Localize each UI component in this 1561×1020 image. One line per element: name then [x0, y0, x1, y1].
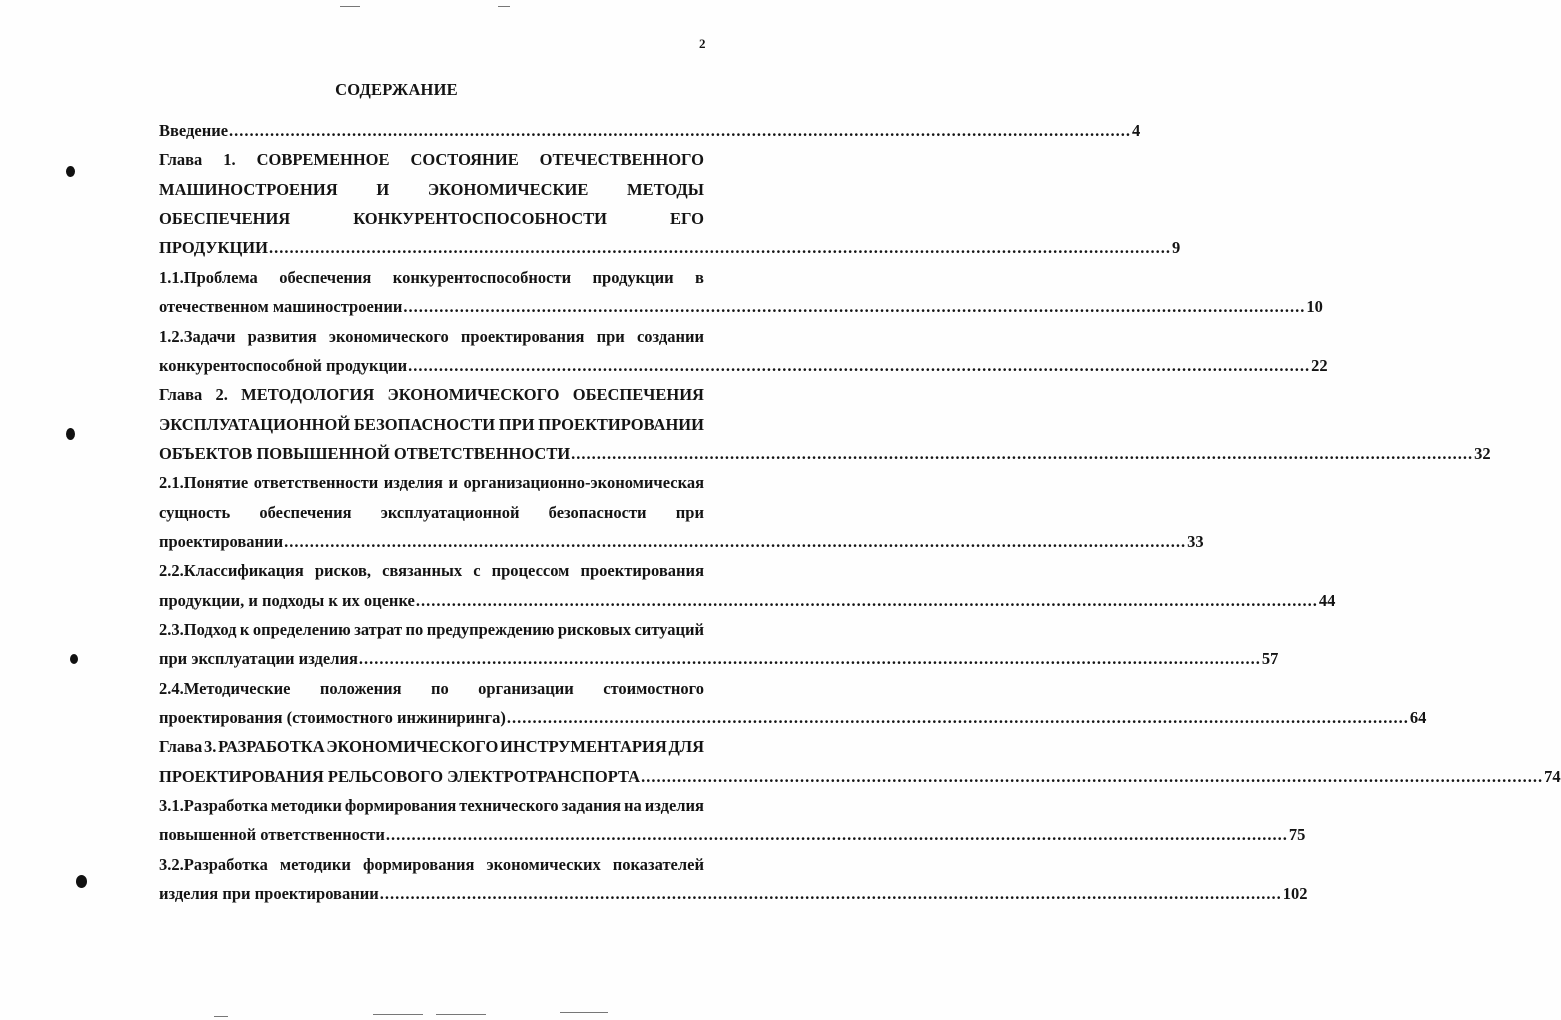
toc-word: организации	[478, 678, 574, 698]
toc-page-number: 44	[1318, 590, 1336, 610]
toc-word: ЭКСПЛУАТАЦИОННОЙ	[159, 414, 351, 434]
toc-line	[159, 620, 704, 640]
toc-page-number: 9	[1171, 238, 1181, 258]
toc-line	[159, 531, 1204, 552]
toc-line	[159, 385, 704, 405]
toc-entry-text: продукции, и подходы к их оценке	[159, 590, 415, 610]
scan-rule-bottom	[436, 1014, 486, 1015]
toc-entry-text: ОБЪЕКТОВ ПОВЫШЕННОЙ ОТВЕТСТВЕННОСТИ	[159, 443, 571, 463]
toc-line	[159, 297, 1323, 317]
toc-word: СОВРЕМЕННОЕ	[256, 150, 390, 170]
page-number: 2	[699, 36, 706, 51]
scan-rule-bottom	[560, 1012, 608, 1013]
toc-line	[159, 473, 704, 493]
scan-rule-top	[498, 6, 510, 7]
toc-page-number: 32	[1474, 443, 1491, 463]
toc-dot-leader: ................................................................................................................................................................................	[385, 825, 1288, 845]
toc-word: ПРОЕКТИРОВАНИИ	[538, 414, 704, 434]
toc-word: Глава	[159, 385, 203, 405]
toc-word: ПРИ	[498, 414, 535, 434]
toc-line	[159, 590, 1336, 611]
toc-word: экономического	[328, 326, 449, 346]
toc-word: ЭКОНОМИЧЕСКОГО	[387, 385, 560, 405]
toc-word: развития	[247, 326, 317, 346]
toc-word: 1.	[223, 150, 236, 170]
toc-word: рисков,	[314, 561, 372, 581]
toc-word: И	[376, 179, 390, 199]
punch-hole-mark	[70, 654, 78, 664]
toc-line	[159, 679, 704, 699]
toc-word: изделия	[644, 796, 704, 816]
toc-line	[159, 443, 1491, 464]
toc-dot-leader: ................................................................................................................................................................................	[641, 766, 1544, 786]
toc-word: КОНКУРЕНТОСПОСОБНОСТИ	[353, 209, 608, 229]
toc-word: технического	[459, 796, 559, 816]
toc-line	[159, 180, 704, 200]
toc-word: ЭКОНОМИЧЕСКОГО	[326, 737, 499, 757]
toc-word: при	[675, 502, 704, 522]
toc-page-number: 22	[1311, 355, 1328, 375]
toc-word: связанных	[382, 561, 463, 581]
toc-word: РАЗРАБОТКА	[218, 737, 325, 757]
toc-word: на	[624, 796, 642, 816]
toc-word: с	[473, 561, 481, 581]
toc-word: обеспечения	[279, 267, 372, 287]
toc-dot-leader: ................................................................................................................................................................................	[571, 443, 1474, 463]
toc-word: к	[239, 620, 250, 639]
toc-word: в	[695, 267, 704, 287]
toc-entry-text: проектировании	[159, 531, 284, 551]
toc-word: 2.1.Понятие	[159, 473, 249, 493]
toc-word: рисковых	[557, 620, 631, 639]
toc-page-number: 64	[1409, 708, 1427, 727]
toc-word: 2.2.Классификация	[159, 561, 304, 581]
toc-word: ИНСТРУМЕНТАРИЯ	[500, 737, 667, 757]
toc-entry-text: отечественном машиностроении	[159, 297, 403, 317]
toc-title: СОДЕРЖАНИЕ	[335, 80, 458, 99]
toc-word: методики	[279, 854, 351, 874]
toc-word: БЕЗОПАСНОСТИ	[353, 414, 496, 434]
toc-word: эксплуатационной	[380, 502, 520, 522]
toc-page-number: 4	[1132, 121, 1141, 140]
toc-page-number: 10	[1306, 297, 1323, 317]
toc-line	[159, 649, 1279, 669]
toc-line	[159, 884, 1308, 904]
toc-line	[159, 121, 1141, 141]
toc-word: организационно-экономическая	[463, 473, 704, 493]
toc-word: при	[596, 326, 625, 346]
scan-rule-top	[340, 6, 360, 7]
toc-line	[159, 825, 1306, 845]
toc-line	[159, 268, 704, 288]
toc-word: предупреждению	[426, 620, 555, 639]
toc-word: ЕГО	[670, 209, 704, 229]
toc-line	[159, 796, 704, 816]
toc-dot-leader: ................................................................................................................................................................................	[358, 649, 1261, 669]
toc-word: МАШИНОСТРОЕНИЯ	[159, 179, 338, 199]
toc-word: сущность	[159, 502, 231, 522]
toc-page-number: 74	[1544, 766, 1561, 786]
toc-page-number: 57	[1261, 649, 1279, 669]
toc-word: Глава	[159, 737, 203, 757]
toc-word: СОСТОЯНИЕ	[410, 150, 519, 170]
toc-line	[159, 355, 1328, 376]
toc-line	[159, 855, 704, 875]
toc-word: ЭКОНОМИЧЕСКИЕ	[427, 179, 589, 199]
toc-word: МЕТОДОЛОГИЯ	[241, 385, 375, 405]
toc-dot-leader: ................................................................................................................................................................................	[415, 590, 1318, 610]
scan-rule-bottom	[373, 1014, 423, 1015]
toc-word: создании	[636, 326, 704, 346]
toc-entry-text: Введение	[159, 121, 229, 140]
toc-entry-text: ПРОДУКЦИИ	[159, 238, 268, 258]
toc-word: 1.2.Задачи	[159, 326, 236, 346]
toc-word: положения	[319, 678, 402, 698]
toc-line	[159, 503, 704, 523]
toc-word: ОТЕЧЕСТВЕННОГО	[539, 150, 704, 170]
toc-word: 2.	[215, 385, 228, 405]
toc-line	[159, 209, 704, 229]
toc-entry-text: конкурентоспособной продукции	[159, 355, 408, 375]
toc-word: показателей	[612, 854, 704, 874]
toc-word: МЕТОДЫ	[627, 179, 704, 199]
toc-word: обеспечения	[259, 502, 352, 522]
toc-word: экономических	[486, 854, 601, 874]
toc-word: определению	[252, 620, 351, 639]
punch-hole-mark	[66, 166, 75, 177]
toc-line	[159, 561, 704, 581]
toc-line	[159, 238, 1181, 258]
toc-word: 2.4.Методические	[159, 678, 291, 698]
toc-dot-leader: ................................................................................................................................................................................	[268, 238, 1171, 258]
toc-dot-leader: ................................................................................................................................................................................	[379, 884, 1282, 904]
toc-line	[159, 150, 704, 170]
toc-page-number: 75	[1288, 825, 1306, 845]
toc-page-number: 102	[1282, 884, 1308, 904]
toc-word: 1.1.Проблема	[159, 267, 258, 287]
toc-word: проектирования	[460, 326, 585, 346]
toc-entry-text: проектирования (стоимостного инжиниринга)	[159, 708, 506, 727]
toc-word: 3.1.Разработка	[159, 796, 268, 816]
toc-entry-text: изделия при проектировании	[159, 884, 379, 904]
toc-dot-leader: ................................................................................................................................................................................	[408, 355, 1311, 375]
toc-dot-leader: ................................................................................................................................................................................	[506, 708, 1409, 727]
toc-entry-text: повышенной ответственности	[159, 825, 385, 845]
toc-line	[159, 415, 704, 435]
punch-hole-mark	[66, 428, 75, 440]
toc-word: ответственности	[253, 473, 379, 493]
toc-word: ОБЕСПЕЧЕНИЯ	[572, 385, 704, 405]
toc-word: 3.2.Разработка	[159, 854, 268, 874]
toc-word: проектирования	[580, 561, 704, 581]
toc-word: формирования	[344, 796, 457, 816]
toc-word: по	[430, 678, 449, 698]
toc-word: Глава	[159, 150, 203, 170]
toc-word: формирования	[362, 854, 475, 874]
toc-word: и	[448, 473, 458, 493]
toc-word: 2.3.Подход	[159, 620, 237, 639]
toc-entry-text: при эксплуатации изделия	[159, 649, 358, 669]
toc-line	[159, 327, 704, 347]
toc-dot-leader: ................................................................................................................................................................................	[284, 531, 1187, 551]
toc-word: продукции	[592, 267, 674, 287]
toc-word: методики	[270, 796, 342, 816]
toc-entry-text: ПРОЕКТИРОВАНИЯ РЕЛЬСОВОГО ЭЛЕКТРОТРАНСПОРТА	[159, 766, 641, 786]
toc-word: ДЛЯ	[668, 737, 704, 757]
toc-word: изделия	[383, 473, 443, 493]
toc-word: ситуаций	[634, 620, 704, 639]
toc-page-number: 33	[1187, 531, 1204, 551]
toc-word: ОБЕСПЕЧЕНИЯ	[159, 209, 291, 229]
toc-word: конкурентоспособности	[392, 267, 572, 287]
toc-word: затрат	[354, 620, 403, 639]
toc-word: стоимостного	[603, 678, 704, 698]
toc-dot-leader: ................................................................................................................................................................................	[229, 121, 1132, 140]
toc-word: процессом	[491, 561, 570, 581]
toc-line	[159, 737, 704, 757]
toc-line	[159, 766, 1561, 787]
toc-word: по	[405, 620, 424, 639]
punch-hole-mark	[76, 875, 87, 888]
toc-word: 3.	[204, 737, 217, 757]
toc-line	[159, 708, 1427, 728]
scan-rule-bottom	[214, 1016, 228, 1017]
toc-word: задания	[561, 796, 622, 816]
toc-dot-leader: ................................................................................................................................................................................	[403, 297, 1306, 317]
toc-word: безопасности	[548, 502, 647, 522]
